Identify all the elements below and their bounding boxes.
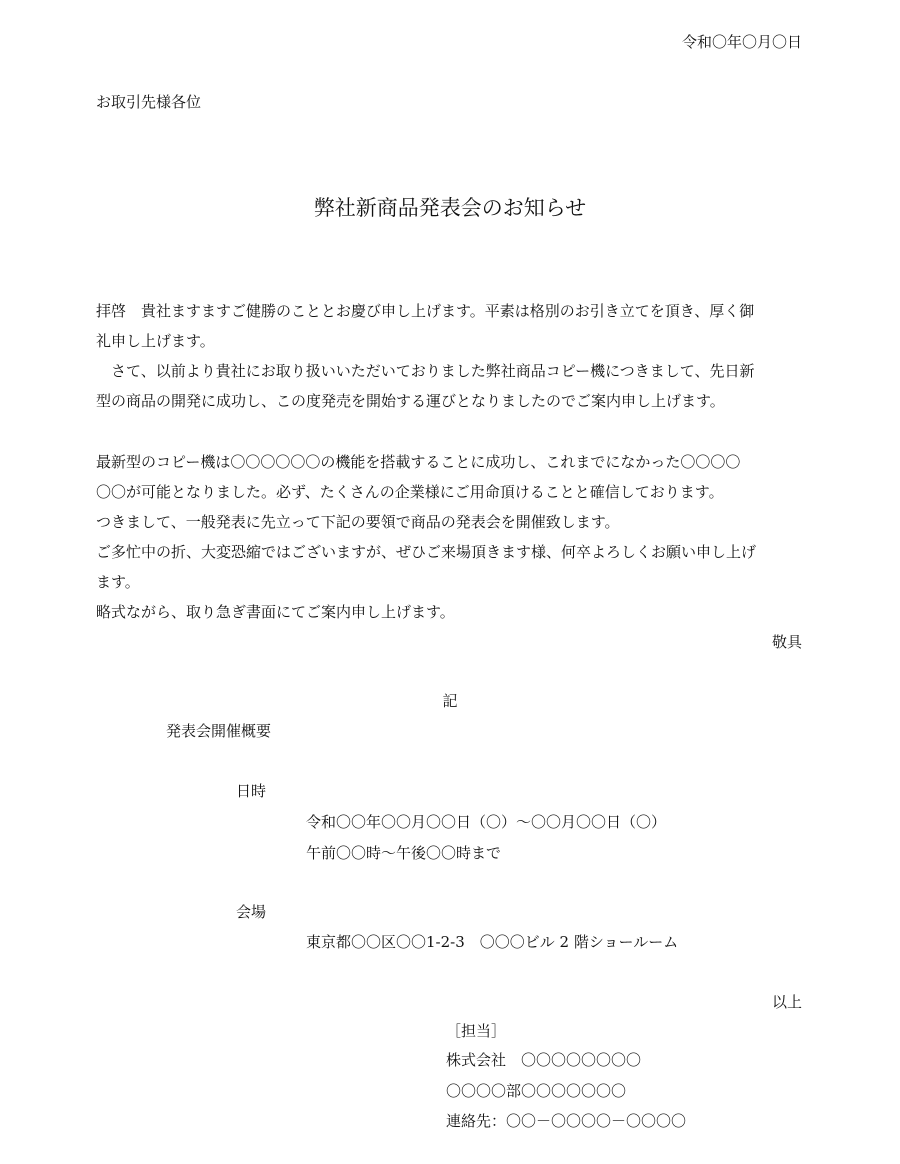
body-line: さて、以前より貴社にお取り扱いいただいておりました弊社商品コピー機につきまして、先日新 — [96, 362, 755, 380]
document-date: 令和〇年〇月〇日 — [681, 33, 802, 51]
contact-department: 〇〇〇〇部〇〇〇〇〇〇〇 — [446, 1082, 627, 1100]
recipient-line: お取引先様各位 — [96, 93, 202, 111]
body-line: 拝啓 貴社ますますご健勝のこととお慶び申し上げます。平素は格別のお引き立てを頂き、厚く御 — [96, 302, 755, 320]
time-line: 午前〇〇時～午後〇〇時まで — [306, 844, 502, 862]
datetime-line: 令和〇〇年〇〇月〇〇日（〇）～〇〇月〇〇日（〇） — [306, 813, 667, 831]
body-line: 〇〇が可能となりました。必ず、たくさんの企業様にご用命頂けることと確信しております。 — [96, 483, 724, 501]
body-line: ご多忙中の折、大変恐縮ではございますが、ぜひご来場頂きます様、何卒よろしくお願い申し上げ — [96, 543, 757, 561]
body-line: つきまして、一般発表に先立って下記の要領で商品の発表会を開催致します。 — [96, 513, 620, 531]
document-title: 弊社新商品発表会のお知らせ — [313, 196, 587, 220]
body-line: 略式ながら、取り急ぎ書面にてご案内申し上げます。 — [96, 603, 455, 621]
contact-heading: ［担当］ — [446, 1022, 507, 1040]
contact-company: 株式会社 〇〇〇〇〇〇〇〇 — [446, 1051, 642, 1069]
body-line: 型の商品の開発に成功し、この度発売を開始する運びとなりましたのでご案内申し上げます。 — [96, 392, 725, 410]
body-line: 礼申し上げます。 — [96, 332, 215, 350]
end-ijo: 以上 — [771, 993, 802, 1011]
ki-heading: 記 — [442, 692, 458, 710]
datetime-label: 日時 — [236, 782, 267, 800]
venue-label: 会場 — [236, 903, 267, 921]
closing-keigu: 敬具 — [771, 633, 802, 651]
body-line: ます。 — [96, 573, 140, 591]
summary-title: 発表会開催概要 — [166, 722, 272, 740]
contact-phone: 連絡先：〇〇－〇〇〇〇－〇〇〇〇 — [446, 1112, 687, 1130]
venue-value: 東京都〇〇区〇〇1-2-3 〇〇〇ビル 2 階ショールーム — [306, 933, 679, 951]
body-line: 最新型のコピー機は〇〇〇〇〇〇の機能を搭載することに成功し、これまでになかった〇〇〇〇 — [96, 453, 741, 471]
